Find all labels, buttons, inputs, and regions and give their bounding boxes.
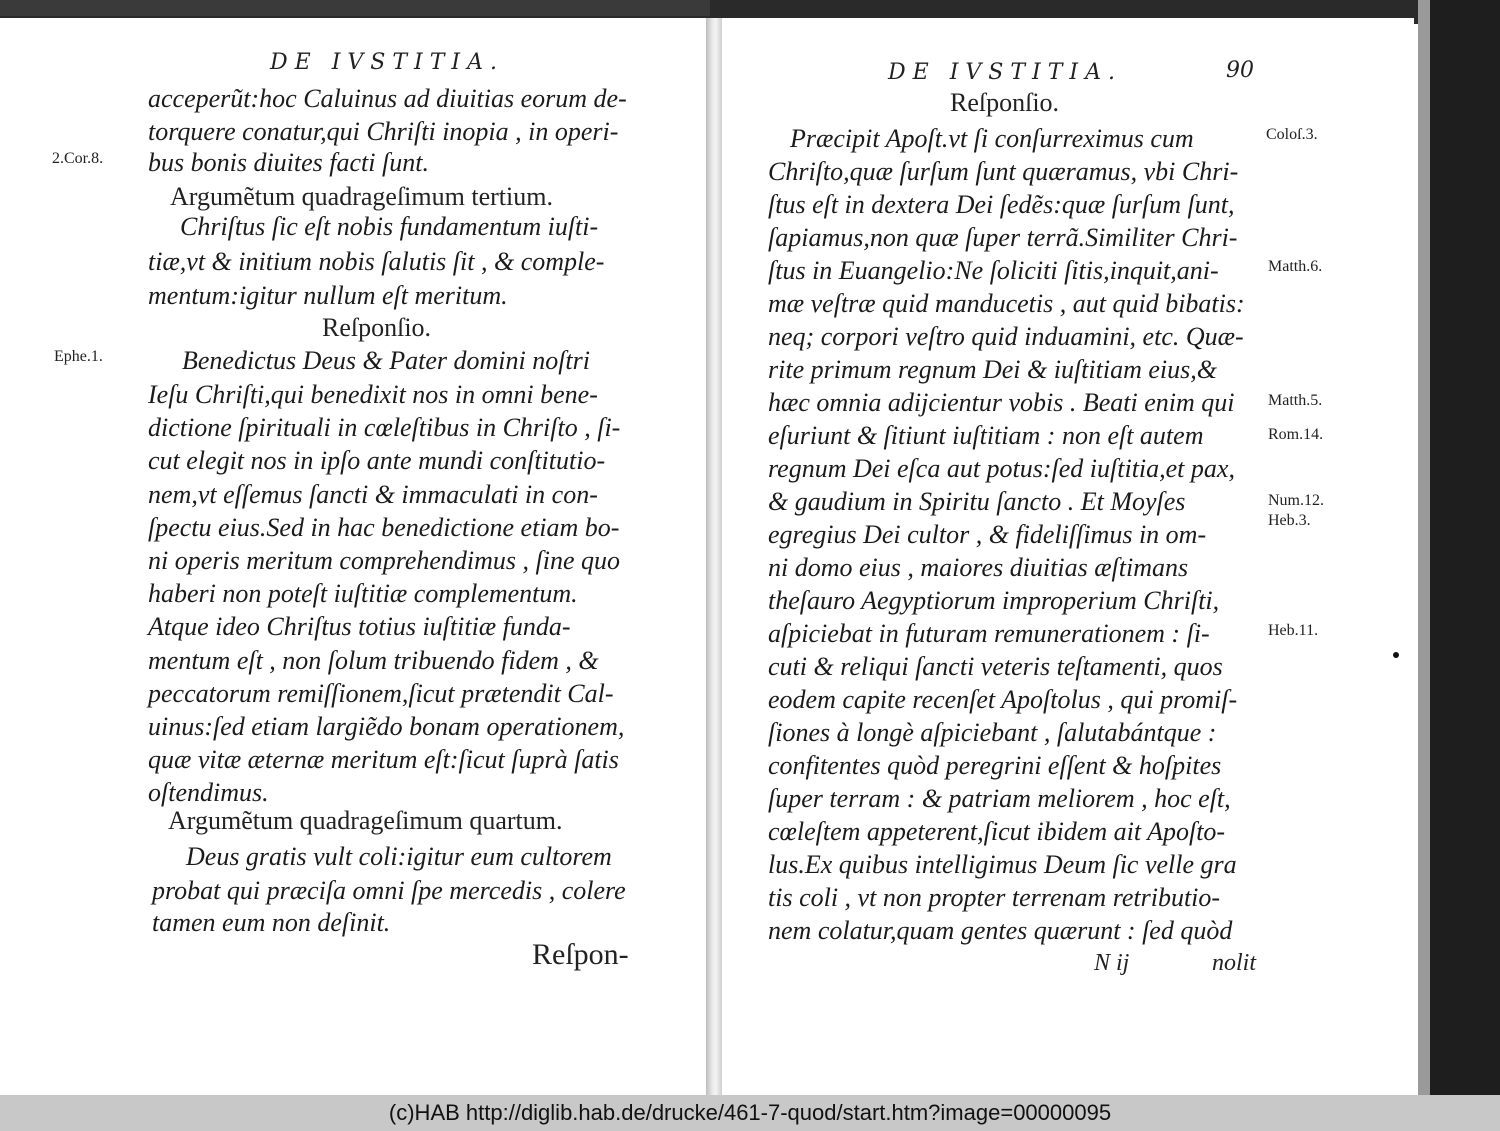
- right-line-16: aſpiciebat in futuram remunerationem : ſi-: [768, 619, 1210, 648]
- scan-top-shadow: [0, 0, 710, 16]
- right-running-head: DE IVSTITIA.: [888, 60, 1122, 85]
- left-catchword: Reſpon-: [532, 938, 629, 971]
- scan-speck: [1393, 652, 1399, 658]
- left-line-10: cut elegit nos in ipſo ante mundi conſtitutio-: [148, 446, 606, 475]
- left-line-14: haberi non poteſt iuſtitiæ complementum.: [148, 579, 578, 608]
- right-line-5: ſtus in Euangelio:Ne ſoliciti ſitis,inquit,ani-: [768, 256, 1219, 285]
- right-line-20: confitentes quòd peregrini eſſent & hoſpites: [768, 751, 1222, 780]
- left-heading-argumentum-43: Argumẽtum quadrageſimum tertium.: [170, 182, 553, 211]
- right-line-21: ſuper terram : & patriam meliorem , hoc eſt,: [768, 784, 1231, 813]
- left-line-21: Deus gratis vult coli:igitur eum cultorem: [186, 842, 612, 871]
- right-line-8: rite primum regnum Dei & iuſtitiam eius,&: [768, 355, 1217, 384]
- right-catchword: nolit: [1212, 950, 1257, 976]
- left-line-5: tiæ,vt & initium nobis ſalutis ſit , & comple-: [148, 247, 605, 276]
- left-heading-argumentum-44: Argumẽtum quadrageſimum quartum.: [168, 806, 563, 835]
- right-line-17: cuti & reliqui ſancti veteris teſtamenti, quos: [768, 652, 1223, 681]
- right-line-15: theſauro Aegyptiorum improperium Chriſti,: [768, 586, 1220, 615]
- copyright-footer: (c)HAB http://diglib.hab.de/drucke/461-7-quod/start.htm?image=00000095: [0, 1095, 1500, 1131]
- left-line-18: uinus:ſed etiam largiẽdo bonam operationem,: [148, 712, 625, 741]
- left-line-1: acceperũt:hoc Caluinus ad diuitias eorum de-: [148, 84, 627, 113]
- right-margin-note: Rom.14.: [1268, 426, 1324, 443]
- right-margin-note: Heb.11.: [1268, 622, 1319, 639]
- left-line-11: nem,vt eſſemus ſancti & immaculati in con-: [148, 480, 598, 509]
- left-line-2: torquere conatur,qui Chriſti inopia , in operi-: [148, 117, 619, 146]
- left-running-head: DE IVSTITIA.: [270, 50, 504, 75]
- right-line-7: neq; corpori veſtro quid induamini, etc. Quæ-: [768, 322, 1244, 351]
- left-line-7: Benedictus Deus & Pater domini noſtri: [182, 346, 591, 375]
- right-line-19: ſiones à longè aſpiciebant , ſalutabántque :: [768, 718, 1217, 747]
- right-line-2: Chriſto,quæ ſurſum ſunt quæramus, vbi Chri-: [768, 157, 1239, 186]
- right-margin-note: Matth.5.: [1268, 392, 1323, 409]
- right-line-1: Præcipit Apoſt.vt ſi conſurreximus cum: [790, 124, 1194, 153]
- right-line-6: mæ veſtræ quid manducetis , aut quid bibatis:: [768, 289, 1245, 318]
- left-line-8: Ieſu Chriſti,qui benedixit nos in omni bene-: [148, 380, 598, 409]
- left-line-15: Atque ideo Chriſtus totius iuſtitiæ funda-: [148, 612, 571, 641]
- left-line-13: ni operis meritum comprehendimus , ſine quo: [148, 546, 621, 575]
- right-margin-note: Coloſ.3.: [1266, 126, 1318, 143]
- right-page-number: 90: [1226, 58, 1254, 83]
- scan-right-border: [1430, 0, 1500, 1095]
- left-line-17: peccatorum remiſſionem,ſicut prætendit Cal-: [148, 679, 614, 708]
- right-heading-responsio: Reſponſio.: [950, 88, 1060, 117]
- left-margin-note: Ephe.1.: [54, 348, 103, 365]
- right-line-9: hæc omnia adijcientur vobis . Beati enim qui: [768, 388, 1235, 417]
- right-margin-note: Matth.6.: [1268, 258, 1323, 275]
- gutter: [706, 18, 722, 1095]
- left-heading-responsio: Reſponſio.: [322, 313, 432, 342]
- right-line-11: regnum Dei eſca aut potus:ſed iuſtitia,et pax,: [768, 454, 1235, 483]
- right-line-22: cœleſtem appeterent,ſicut ibidem ait Apoſto-: [768, 817, 1226, 846]
- left-line-19: quæ vitæ æternæ meritum eſt:ſicut ſuprà ſatis: [148, 745, 619, 774]
- right-line-25: nem colatur,quam gentes quærunt : ſed quòd: [768, 916, 1233, 945]
- left-line-20: oſtendimus.: [148, 778, 269, 807]
- right-line-4: ſapiamus,non quæ ſuper terrã.Similiter Chri-: [768, 223, 1238, 252]
- page-edges: [1418, 0, 1430, 1095]
- left-line-4: Chriſtus ſic eſt nobis fundamentum iuſti-: [180, 212, 599, 241]
- left-margin-note: 2.Cor.8.: [52, 150, 104, 167]
- left-line-3: bus bonis diuites facti ſunt.: [148, 148, 429, 177]
- right-margin-note: Num.12.: [1268, 492, 1324, 509]
- left-line-12: ſpectu eius.Sed in hac benedictione etiam bo-: [148, 513, 620, 542]
- left-line-9: dictione ſpirituali in cœleſtibus in Chriſto , ſi-: [148, 413, 621, 442]
- left-line-6: mentum:igitur nullum eſt meritum.: [148, 281, 508, 310]
- right-signature-mark: N ij: [1094, 950, 1130, 976]
- right-line-18: eodem capite recenſet Apoſtolus , qui promiſ-: [768, 685, 1238, 714]
- right-line-10: eſuriunt & ſitiunt iuſtitiam : non eſt autem: [768, 421, 1204, 450]
- right-line-23: lus.Ex quibus intelligimus Deum ſic velle gra: [768, 850, 1237, 879]
- left-line-23: tamen eum non deſinit.: [152, 908, 391, 937]
- right-line-14: ni domo eius , maiores diuitias æſtimans: [768, 553, 1189, 582]
- right-line-3: ſtus eſt in dextera Dei ſedẽs:quæ ſurſum ſunt,: [768, 190, 1235, 219]
- left-line-22: probat qui præciſa omni ſpe mercedis , colere: [152, 876, 626, 905]
- right-margin-note: Heb.3.: [1268, 512, 1311, 529]
- right-line-12: & gaudium in Spiritu ſancto . Et Moyſes: [768, 487, 1186, 516]
- right-line-13: egregius Dei cultor , & fideliſſimus in om-: [768, 520, 1207, 549]
- right-line-24: tis coli , vt non propter terrenam retributio-: [768, 883, 1221, 912]
- left-line-16: mentum eſt , non ſolum tribuendo fidem , &: [148, 646, 599, 675]
